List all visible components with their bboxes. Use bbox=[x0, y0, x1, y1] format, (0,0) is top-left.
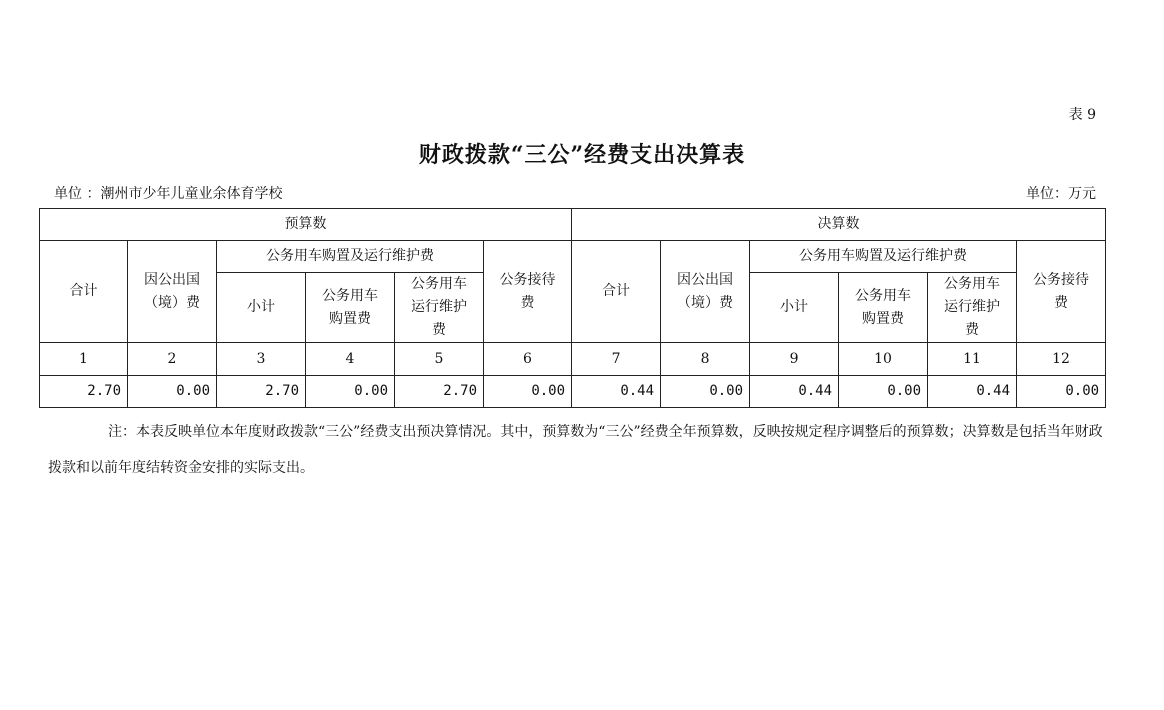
budget-purchase-header bbox=[306, 273, 395, 343]
header-line: 费 bbox=[1054, 294, 1069, 311]
value-row bbox=[40, 376, 1106, 408]
column-number: 2 bbox=[128, 343, 217, 376]
final-subtotal-header: 小计 bbox=[750, 273, 839, 343]
header-line: 公务用车 bbox=[411, 276, 467, 292]
column-number-row bbox=[40, 343, 1106, 376]
header-line: 公务用车 bbox=[855, 287, 912, 304]
currency-unit: 单位：万元 bbox=[1026, 186, 1096, 202]
column-number: 6 bbox=[484, 343, 572, 376]
header-line: （境）费 bbox=[144, 294, 200, 311]
header-line: 运行维护 bbox=[411, 299, 467, 315]
table-cell: 0.00 bbox=[484, 376, 572, 408]
budget-total-header: 合计 bbox=[40, 241, 128, 343]
final-abroad-header bbox=[661, 241, 750, 343]
table-cell: 2.70 bbox=[217, 376, 306, 408]
organization-unit: 单位 ：潮州市少年儿童业余体育学校 bbox=[54, 186, 283, 202]
header-line: 购置费 bbox=[862, 310, 905, 327]
page-title: 财政拨款“三公”经费支出决算表 bbox=[418, 142, 746, 168]
final-total-header: 合计 bbox=[572, 241, 661, 343]
final-reception-header bbox=[1017, 241, 1106, 343]
header-line: 运行维护 bbox=[944, 299, 1001, 315]
table-cell: 0.00 bbox=[306, 376, 395, 408]
header-line: 因公出国 bbox=[677, 271, 734, 288]
table-cell: 2.70 bbox=[395, 376, 484, 408]
table-cell: 0.00 bbox=[839, 376, 928, 408]
header-line: 费 bbox=[432, 322, 446, 338]
table-cell: 0.00 bbox=[128, 376, 217, 408]
column-number: 8 bbox=[661, 343, 750, 376]
table-cell: 0.44 bbox=[572, 376, 661, 408]
footnote: 注：本表反映单位本年度财政拨款“三公”经费支出预决算情况。其中，预算数为“三公”经费全年预算数，反映按规定程序调整后的预算数；决算数是包括当年财政拨款和以前年度结转资金安排的实际支出。 bbox=[48, 424, 1103, 476]
column-number: 10 bbox=[839, 343, 928, 376]
header-line: 因公出国 bbox=[144, 271, 200, 288]
group-header-row bbox=[40, 209, 1106, 241]
sub-header-row bbox=[40, 241, 1106, 273]
final-maintenance-header bbox=[928, 273, 1017, 343]
column-number: 3 bbox=[217, 343, 306, 376]
table-cell: 0.00 bbox=[1017, 376, 1106, 408]
budget-reception-header bbox=[484, 241, 572, 343]
header-line: 费 bbox=[520, 294, 535, 311]
header-line: 公务接待 bbox=[1033, 271, 1090, 288]
header-line: 公务用车 bbox=[322, 287, 378, 304]
budget-maintenance-header bbox=[395, 273, 484, 343]
header-line: 费 bbox=[965, 322, 980, 338]
column-number: 1 bbox=[40, 343, 128, 376]
header-line: （境）费 bbox=[677, 294, 734, 311]
budget-subtotal-header: 小计 bbox=[217, 273, 306, 343]
header-line: 公务接待 bbox=[499, 271, 556, 288]
header-line: 购置费 bbox=[329, 310, 371, 327]
budget-vehicle-group-header: 公务用车购置及运行维护费 bbox=[217, 241, 484, 273]
final-group-header: 决算数 bbox=[572, 209, 1106, 241]
column-number: 9 bbox=[750, 343, 839, 376]
column-number: 4 bbox=[306, 343, 395, 376]
table-cell: 2.70 bbox=[40, 376, 128, 408]
table-cell: 0.00 bbox=[661, 376, 750, 408]
table-number: 表 9 bbox=[1068, 107, 1096, 123]
budget-group-header: 预算数 bbox=[40, 209, 572, 241]
table-cell: 0.44 bbox=[750, 376, 839, 408]
final-vehicle-group-header: 公务用车购置及运行维护费 bbox=[750, 241, 1017, 273]
expense-table bbox=[39, 208, 1106, 408]
final-purchase-header bbox=[839, 273, 928, 343]
column-number: 11 bbox=[928, 343, 1017, 376]
column-number: 12 bbox=[1017, 343, 1106, 376]
budget-abroad-header bbox=[128, 241, 217, 343]
column-number: 7 bbox=[572, 343, 661, 376]
column-number: 5 bbox=[395, 343, 484, 376]
header-line: 公务用车 bbox=[944, 276, 1001, 292]
table-cell: 0.44 bbox=[928, 376, 1017, 408]
